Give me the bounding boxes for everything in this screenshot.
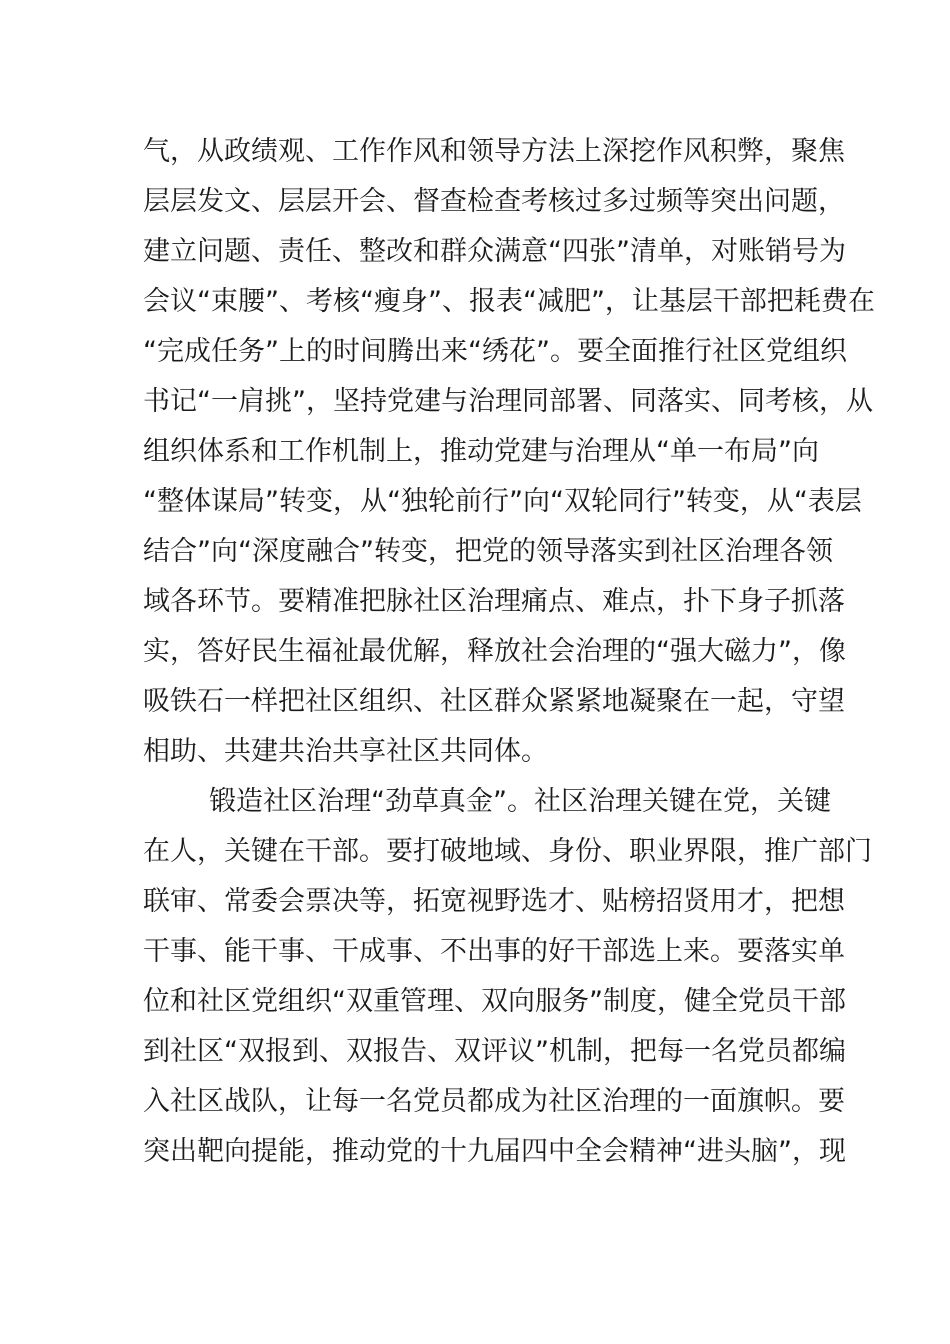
text-line: 位和社区党组织“双重管理、双向服务”制度，健全党员干部 <box>143 986 846 1017</box>
text-line: 气，从政绩观、工作作风和领导方法上深挖作风积弊，聚焦 <box>143 136 845 167</box>
text-line: 联审、常委会票决等，拓宽视野选才、贴榜招贤用才，把想 <box>143 886 845 917</box>
text-line: 书记“一肩挑”，坚持党建与治理同部署、同落实、同考核，从 <box>143 386 873 417</box>
paragraph-1 <box>143 127 875 777</box>
paragraph-2 <box>143 777 872 1177</box>
text-line: 到社区“双报到、双报告、双评议”机制，把每一名党员都编 <box>143 1036 846 1067</box>
text-line: 组织体系和工作机制上，推动党建与治理从“单一布局”向 <box>143 436 819 467</box>
text-line: 锻造社区治理“劲草真金”。社区治理关键在党，关键 <box>209 786 831 817</box>
text-line: 层层发文、层层开会、督查检查考核过多过频等突出问题， <box>143 186 845 217</box>
text-line: 实，答好民生福祉最优解，释放社会治理的“强大磁力”，像 <box>143 636 846 667</box>
text-line: 结合”向“深度融合”转变，把党的领导落实到社区治理各领 <box>143 536 833 567</box>
text-line: “整体谋局”转变，从“独轮前行”向“双轮同行”转变，从“表层 <box>143 486 862 517</box>
text-line: 入社区战队，让每一名党员都成为社区治理的一面旗帜。要 <box>143 1086 845 1117</box>
text-line: 干事、能干事、干成事、不出事的好干部选上来。要落实单 <box>143 936 845 967</box>
text-line: 相助、共建共治共享社区共同体。 <box>143 736 548 767</box>
text-line: 会议“束腰”、考核“瘦身”、报表“减肥”，让基层干部把耗费在 <box>143 286 875 317</box>
text-line: 吸铁石一样把社区组织、社区群众紧紧地凝聚在一起，守望 <box>143 686 845 717</box>
text-line: 在人，关键在干部。要打破地域、身份、职业界限，推广部门 <box>143 836 872 867</box>
text-line: 突出靶向提能，推动党的十九届四中全会精神“进头脑”，现 <box>143 1136 846 1167</box>
text-line: 建立问题、责任、整改和群众满意“四张”清单，对账销号为 <box>143 236 846 267</box>
text-line: 域各环节。要精准把脉社区治理痛点、难点，扑下身子抓落 <box>143 586 845 617</box>
text-line: “完成任务”上的时间腾出来“绣花”。要全面推行社区党组织 <box>143 336 847 367</box>
